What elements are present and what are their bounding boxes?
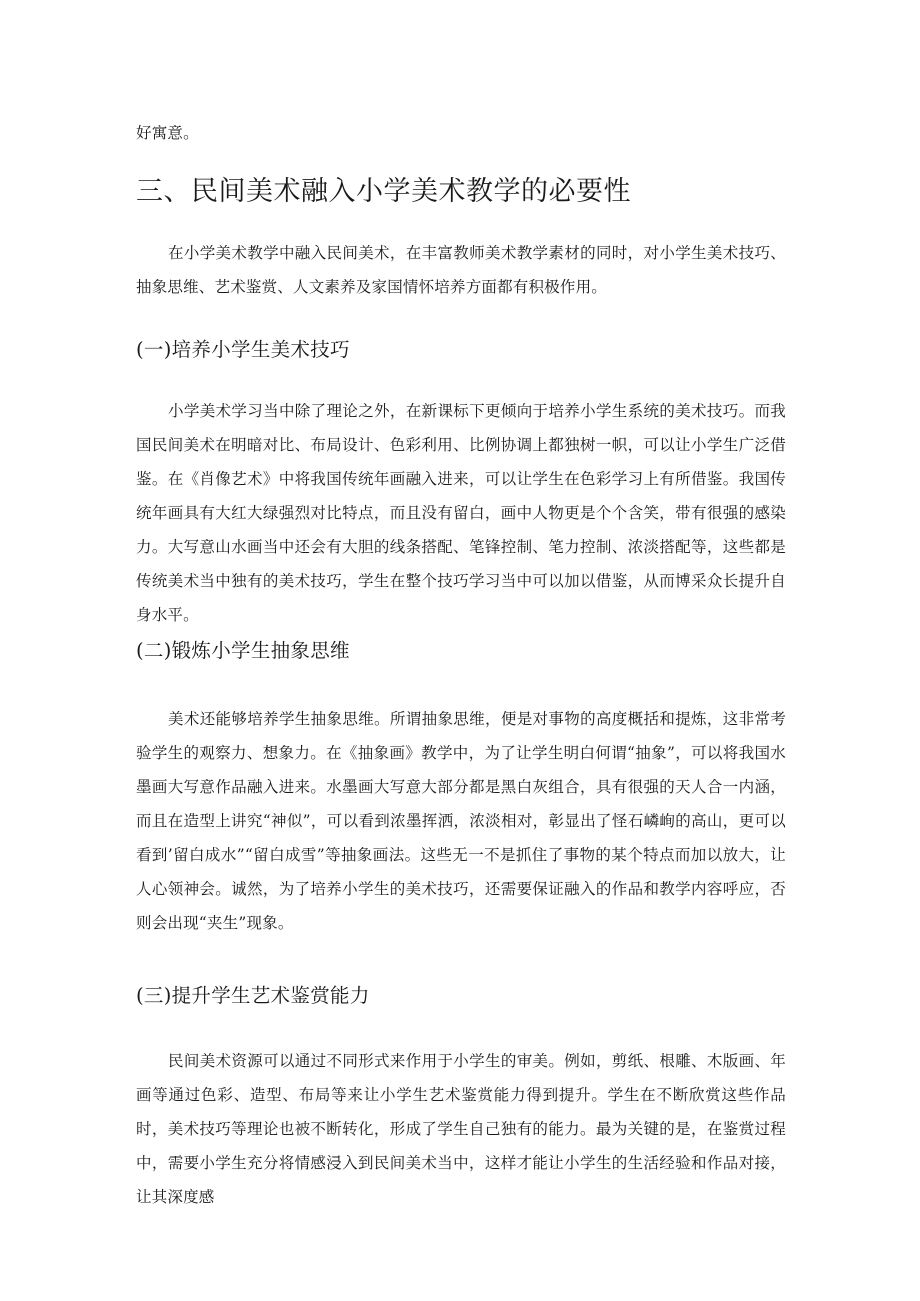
section-title: 三、民间美术融入小学美术教学的必要性 (136, 176, 631, 207)
subsection-title-2: (二)锻炼小学生抽象思维 (136, 639, 350, 662)
continuation-text: 好寓意。 (136, 124, 199, 142)
subsection-title-3: (三)提升学生艺术鉴赏能力 (136, 984, 370, 1007)
subsection-body-2: 美术还能够培养学生抽象思维。所谓抽象思维，便是对事物的高度概括和提炼，这非常考验学生的观察力、想象力。在《抽象画》教学中，为了让学生明白何谓“抽象”，可以将我国水墨画大写意作品融入进来。水墨画大写意大部分都是黑白灰组合，具有很强的天人合一内涵，而且在造型上讲究“神似”，可以看到浓墨挥洒，浓淡相对，彰显出了怪石嶙峋的高山，更可以看到’留白成水”“留白成雪”等抽象画法。这些无一不是抓住了事物的某个特点而加以放大，让人心领神会。诚然，为了培养小学生的美术技巧，还需要保证融入的作品和教学内容呼应，否则会出现“夹生”现象。 (136, 710, 786, 932)
intro-paragraph: 在小学美术教学中融入民间美术，在丰富教师美术教学素材的同时，对小学生美术技巧、抽象思维、艺术鉴赏、人文素养及家国情怀培养方面都有积极作用。 (136, 244, 786, 296)
subsection-body-1: 小学美术学习当中除了理论之外，在新课标下更倾向于培养小学生系统的美术技巧。而我国民间美术在明暗对比、布局设计、色彩利用、比例协调上都独树一帜，可以让小学生广泛借鉴。在《肖像艺术》中将我国传统年画融入进来，可以让学生在色彩学习上有所借鉴。我国传统年画具有大红大绿强烈对比特点，而且没有留白，画中人物更是个个含笑，带有很强的感染力。大写意山水画当中还会有大胆的线条搭配、笔锋控制、笔力控制、浓淡搭配等，这些都是传统美术当中独有的美术技巧，学生在整个技巧学习当中可以加以借鉴，从而博采众长提升自身水平。 (136, 402, 786, 624)
subsection-title-1: (一)培养小学生美术技巧 (136, 338, 350, 361)
subsection-body-3: 民间美术资源可以通过不同形式来作用于小学生的审美。例如，剪纸、根雕、木版画、年画等通过色彩、造型、布局等来让小学生艺术鉴赏能力得到提升。学生在不断欣赏这些作品时，美术技巧等理论也被不断转化，形成了学生自己独有的能力。最为关键的是，在鉴赏过程中，需要小学生充分将情感浸入到民间美术当中，这样才能让小学生的生活经验和作品对接，让其深度感 (136, 1052, 786, 1206)
